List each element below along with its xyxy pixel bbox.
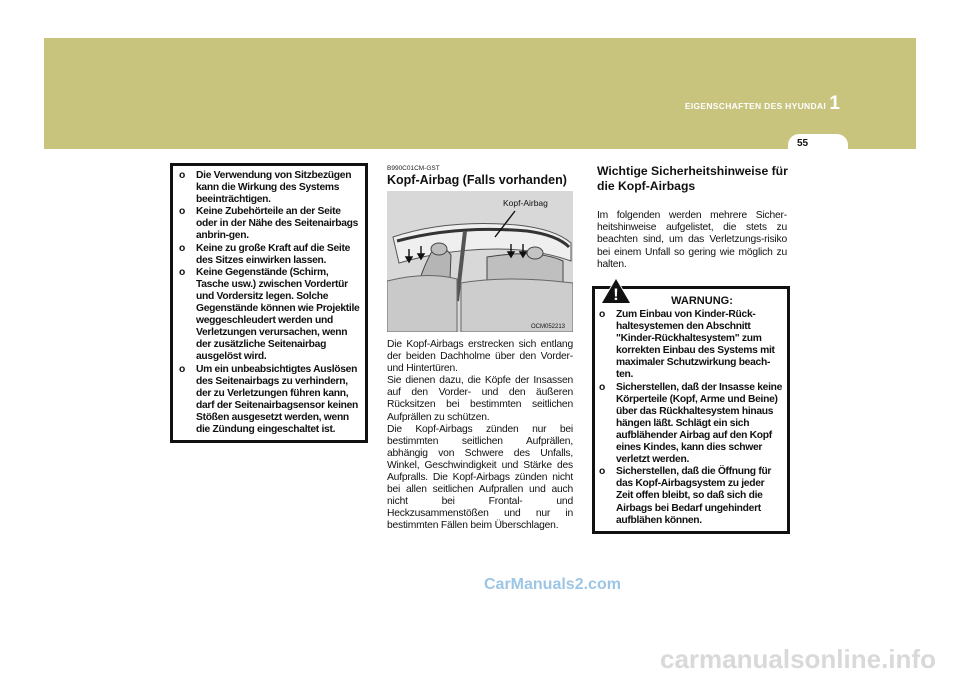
paragraph: Sie dienen dazu, die Köpfe der Insassen auf den Vorder- und den äußeren Rücksitzen bei bestimmten seitlichen Aufprällen zu schützen. <box>387 375 573 423</box>
list-item: o Keine zu große Kraft auf die Seite des Sitzes einwirken lassen. <box>179 242 351 266</box>
paragraph: Die Kopf-Airbags zünden nur bei bestimmten seitlichen Aufprällen, abhängig von Schwere des Unfalls, Winkel, Geschwindigkeit und Stärke des Aufpralls. Die Kopf-Airbags zünden nicht bei allen seitlichen Aufprallen und auch nicht bei Frontal- und Heckzusammenstößen und nur in bestimmten Fällen beim Überschlagen. <box>387 423 573 532</box>
car-interior-illustration <box>387 191 573 332</box>
list-item: o Sicherstellen, daß der Insasse keine Körperteile (Kopf, Arme und Beine) über das Rückhaltesystem hinaus hängen läßt. Schlägt ein sich aufblähender Airbag auf den Kopf eines Kindes, kann dies schwer verletzt werden. <box>599 381 783 466</box>
curtain-airbag-description <box>387 339 573 533</box>
bullet: o <box>179 363 185 375</box>
page-number: 55 <box>797 138 809 149</box>
figure-label: Kopf-Airbag <box>503 198 548 208</box>
bullet: o <box>179 266 185 278</box>
warning-box <box>592 286 790 534</box>
side-airbag-notice-box <box>170 163 368 443</box>
list-item: o Die Verwendung von Sitzbezügen kann die Wirkung des Systems beeinträchtigen. <box>179 170 352 206</box>
watermark-site: carmanualsonline.info <box>660 644 936 674</box>
section-title: Kopf-Airbag (Falls vorhanden) <box>387 173 567 187</box>
curtain-airbag-figure <box>387 191 573 332</box>
bullet: o <box>179 170 185 181</box>
chapter-number: 1 <box>829 93 840 114</box>
bullet: o <box>179 206 185 218</box>
paragraph: Die Kopf-Airbags erstrecken sich entlang der beiden Dachholme über den Vorder- und Hintertüren. <box>387 339 573 375</box>
bullet: o <box>599 381 605 393</box>
list-item: o Um ein unbeabsichtigtes Auslösen des Seitenairbags zu verhindern, der zu Verletzungen führen kann, darf der Seitenairbagsensor keinen Stößen ausgesetzt werden, wenn die Zündung eingeschaltet ist. <box>179 363 359 435</box>
warning-heading: WARNUNG: <box>671 295 733 307</box>
list-item: o Zum Einbau von Kinder-Rück-haltesystemen den Abschnitt "Kinder-Rückhaltesystem" zum korrekten Einbau des Systems mit maximaler Schutzwirkung beach-ten. <box>599 309 775 381</box>
header-band <box>44 38 916 149</box>
warning-list <box>599 309 783 527</box>
list-item: o Sicherstellen, daß die Öffnung für das Kopf-Airbagsystem zu jeder Zeit offen bleibt, so daß sich die Airbags bei Bedarf ungehindert aufblähen können. <box>599 466 772 526</box>
watermark-logo: CarManuals2.com <box>484 576 621 593</box>
safety-notes-title: Wichtige Sicherheitshinweise für die Kopf-Airbags <box>597 164 788 193</box>
chapter-title: EIGENSCHAFTEN DES HYUNDAI <box>684 101 826 111</box>
safety-notes-intro: Im folgenden werden mehrere Sicher-heitshinweise aufgelistet, die stets zu beachten sind, um das Verletzungs-risiko bei einem Unfall so gering wie möglich zu halten. <box>597 210 787 270</box>
bullet: o <box>599 309 605 320</box>
list-item: o Keine Zubehörteile an der Seite oder in der Nähe des Seitenairbags anbrin-gen. <box>179 206 359 242</box>
figure-code: OCM052213 <box>531 324 566 330</box>
svg-text:!: ! <box>613 285 619 304</box>
warning-triangle-icon <box>599 276 633 306</box>
bullet: o <box>179 242 185 254</box>
bullet: o <box>599 466 605 478</box>
section-code: B990C01CM-GST <box>387 165 440 172</box>
notice-list <box>179 170 361 436</box>
list-item: o Keine Gegenstände (Schirm, Tasche usw.) zwischen Vordertür und Vordersitz legen. Solche Gegenstände können wie Projektile weggeschleudert werden und Verletzungen verursachen, wenn der zusätzliche Seitenairbag ausgelöst wird. <box>179 266 360 363</box>
